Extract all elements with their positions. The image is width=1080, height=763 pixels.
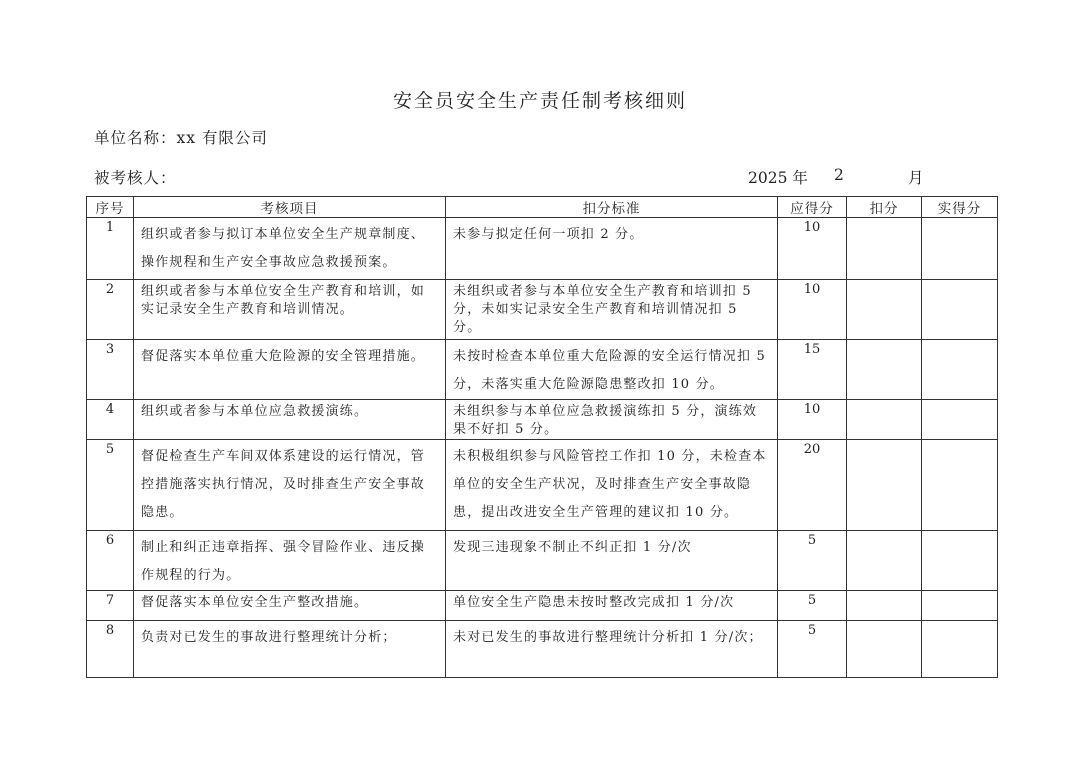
- row-item: 负责对已发生的事故进行整理统计分析；: [134, 621, 446, 678]
- row-item: 督促落实本单位安全生产整改措施。: [134, 591, 446, 621]
- table-header-row: [87, 197, 998, 218]
- row-score: 5: [778, 591, 847, 621]
- document-title: 安全员安全生产责任制考核细则: [392, 90, 687, 112]
- row-standard: 未组织参与本单位应急救援演练扣 5 分，演练效果不好扣 5 分。: [446, 400, 778, 440]
- row-standard: 发现三违现象不制止不纠正扣 1 分/次: [446, 531, 778, 591]
- row-actual[interactable]: [922, 531, 998, 591]
- row-score: 15: [778, 340, 847, 400]
- row-no: 1: [87, 218, 134, 280]
- row-standard: 单位安全生产隐患未按时整改完成扣 1 分/次: [446, 591, 778, 621]
- table-row: [87, 591, 998, 621]
- row-standard: 未组织或者参与本单位安全生产教育和培训扣 5 分，未如实记录安全生产教育和培训情况扣 5 分。: [446, 280, 778, 340]
- row-deduct[interactable]: [847, 591, 922, 621]
- table-row: [87, 340, 998, 400]
- row-deduct[interactable]: [847, 400, 922, 440]
- row-actual[interactable]: [922, 440, 998, 531]
- header-item: 考核项目: [134, 197, 446, 218]
- date-month-suffix: 月: [908, 169, 924, 187]
- row-deduct[interactable]: [847, 621, 922, 678]
- row-score: 10: [778, 280, 847, 340]
- row-no: 2: [87, 280, 134, 340]
- row-item: 督促落实本单位重大危险源的安全管理措施。: [134, 340, 446, 400]
- date-month: 2: [834, 166, 844, 184]
- row-no: 6: [87, 531, 134, 591]
- table-row: [87, 280, 998, 340]
- table-row: [87, 400, 998, 440]
- row-deduct[interactable]: [847, 531, 922, 591]
- examinee-label: 被考核人：: [94, 169, 177, 187]
- row-score: 5: [778, 531, 847, 591]
- row-standard: 未积极组织参与风险管控工作扣 10 分，未检查本单位的安全生产状况，及时排查生产安全事故隐患，提出改进安全生产管理的建议扣 10 分。: [446, 440, 778, 531]
- row-actual[interactable]: [922, 621, 998, 678]
- header-deduct: 扣分: [847, 197, 922, 218]
- row-no: 5: [87, 440, 134, 531]
- row-score: 20: [778, 440, 847, 531]
- row-score: 10: [778, 218, 847, 280]
- row-item: 制止和纠正违章指挥、强令冒险作业、违反操作规程的行为。: [134, 531, 446, 591]
- row-standard: 未对已发生的事故进行整理统计分析扣 1 分/次；: [446, 621, 778, 678]
- row-standard: 未按时检查本单位重大危险源的安全运行情况扣 5 分，未落实重大危险源隐患整改扣 10 分。: [446, 340, 778, 400]
- row-item: 组织或者参与本单位安全生产教育和培训，如实记录安全生产教育和培训情况。: [134, 280, 446, 340]
- unit-name: 单位名称：xx 有限公司: [94, 129, 268, 147]
- row-deduct[interactable]: [847, 340, 922, 400]
- row-deduct[interactable]: [847, 218, 922, 280]
- header-no: 序号: [87, 197, 134, 218]
- row-deduct[interactable]: [847, 440, 922, 531]
- header-actual: 实得分: [922, 197, 998, 218]
- table-row: [87, 440, 998, 531]
- row-actual[interactable]: [922, 218, 998, 280]
- row-no: 8: [87, 621, 134, 678]
- row-actual[interactable]: [922, 400, 998, 440]
- row-actual[interactable]: [922, 591, 998, 621]
- header-standard: 扣分标准: [446, 197, 778, 218]
- row-item: 组织或者参与拟订本单位安全生产规章制度、操作规程和生产安全事故应急救援预案。: [134, 218, 446, 280]
- row-no: 3: [87, 340, 134, 400]
- row-actual[interactable]: [922, 340, 998, 400]
- row-item: 督促检查生产车间双体系建设的运行情况，管控措施落实执行情况，及时排查生产安全事故隐患。: [134, 440, 446, 531]
- row-actual[interactable]: [922, 280, 998, 340]
- table-row: [87, 621, 998, 678]
- header-score: 应得分: [778, 197, 847, 218]
- table-row: [87, 218, 998, 280]
- row-no: 7: [87, 591, 134, 621]
- row-score: 10: [778, 400, 847, 440]
- row-item: 组织或者参与本单位应急救援演练。: [134, 400, 446, 440]
- date-year: 2025 年: [748, 169, 808, 187]
- assessment-table: [86, 196, 998, 678]
- row-standard: 未参与拟定任何一项扣 2 分。: [446, 218, 778, 280]
- row-score: 5: [778, 621, 847, 678]
- table-row: [87, 531, 998, 591]
- row-no: 4: [87, 400, 134, 440]
- row-deduct[interactable]: [847, 280, 922, 340]
